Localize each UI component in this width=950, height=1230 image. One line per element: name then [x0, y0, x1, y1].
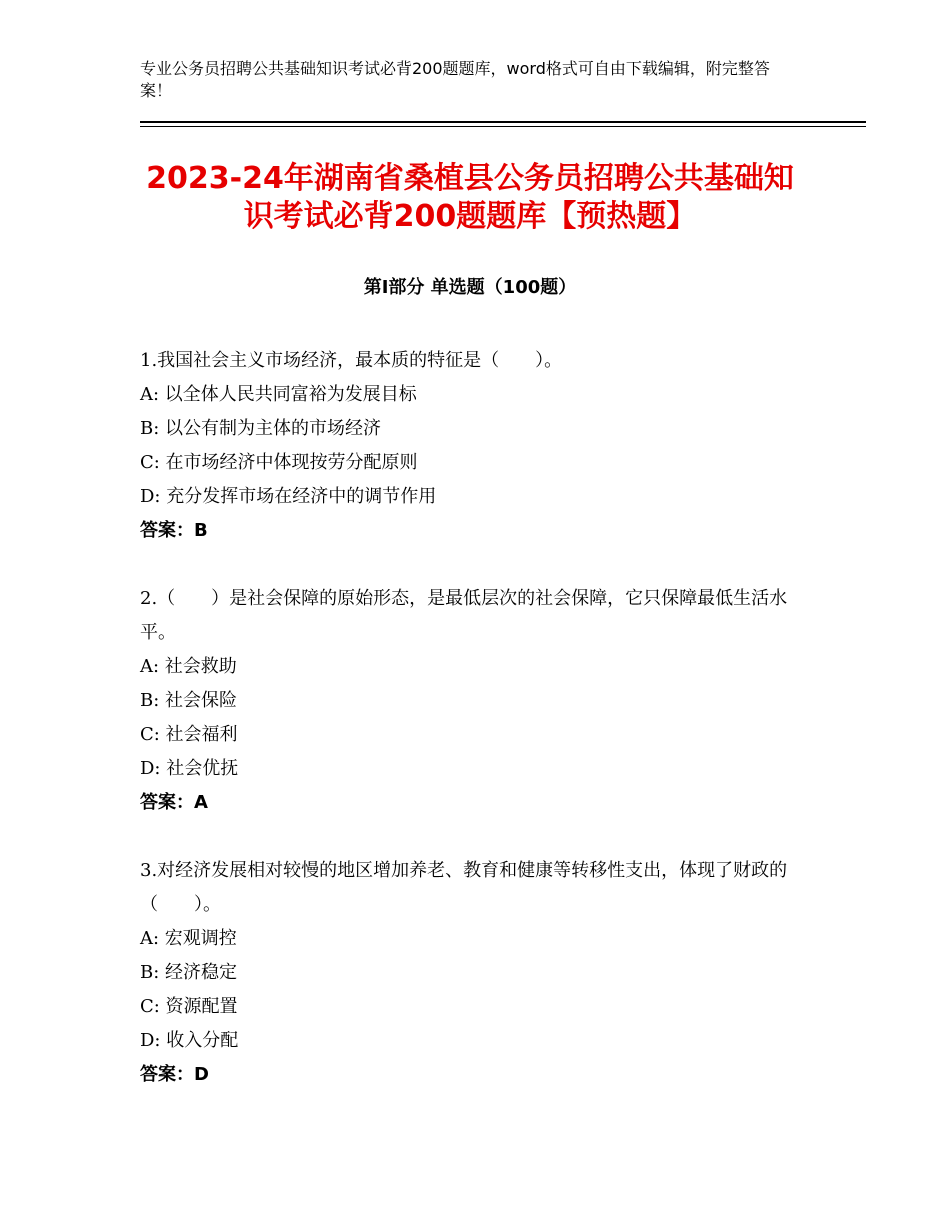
option-c: C: 在市场经济中体现按劳分配原则 [140, 452, 418, 473]
answer: 答案：D [140, 1064, 209, 1085]
question-stem: 1.我国社会主义市场经济，最本质的特征是（ ）。 [140, 350, 563, 371]
option-b: B: 以公有制为主体的市场经济 [140, 418, 382, 439]
question-list [140, 344, 800, 1126]
option-d: D: 收入分配 [140, 1030, 239, 1051]
header-rule-thin [140, 126, 866, 127]
option-c: C: 资源配置 [140, 996, 238, 1017]
option-a: A: 宏观调控 [140, 928, 237, 949]
option-d: D: 充分发挥市场在经济中的调节作用 [140, 486, 437, 507]
option-d: D: 社会优抚 [140, 758, 239, 779]
question-3 [140, 854, 800, 1092]
header-rule-thick [140, 121, 866, 123]
option-b: B: 社会保险 [140, 690, 238, 711]
question-stem: 3.对经济发展相对较慢的地区增加养老、教育和健康等转移性支出，体现了财政的（ ）。 [140, 860, 788, 915]
section-title: 第Ⅰ部分 单选题（100题） [363, 277, 577, 298]
question-1 [140, 344, 800, 548]
option-a: A: 社会救助 [140, 656, 237, 677]
answer: 答案：A [140, 792, 208, 813]
question-2 [140, 582, 800, 820]
option-c: C: 社会福利 [140, 724, 238, 745]
option-b: B: 经济稳定 [140, 962, 238, 983]
header-note: 专业公务员招聘公共基础知识考试必背200题题库，word格式可自由下载编辑，附完整答案！ [140, 59, 770, 100]
option-a: A: 以全体人民共同富裕为发展目标 [140, 384, 417, 405]
question-stem: 2.（ ）是社会保障的原始形态，是最低层次的社会保障，它只保障最低生活水平。 [140, 588, 788, 643]
answer: 答案：B [140, 520, 208, 541]
document-title: 2023-24年湖南省桑植县公务员招聘公共基础知识考试必背200题题库【预热题】 [146, 161, 794, 234]
